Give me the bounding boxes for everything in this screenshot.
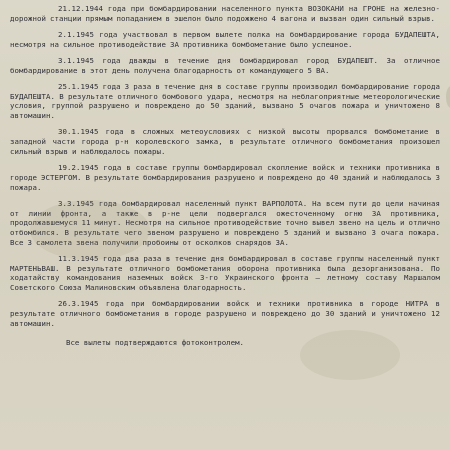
paragraph-1: 21.12.1944 года при бомбардировании населенного пункта ВОЗОКАНИ на ГРОНЕ на железно-дорожной станции прямым попаданием в эшелон было подожжено 4 вагона и вызван один сильный взрыв. (10, 4, 440, 23)
paragraph-9: 26.3.1945 года при бомбардировании войск и техники противника в городе НИТРА в результате отличного бомбометания в городе разрушено и повреждено до 30 зданий и уничтожено 12 автомашин. (10, 299, 440, 328)
paragraph-7: 3.3.1945 года бомбардировал населенный пункт ВАРПОЛОТА. На всем пути до цели начиная от линии фронта, а также в р-не цели подвергался ожесточенному огню ЗА противника, продолжавшемуся 11 минут. Несмотря на сильное противодействие точно вывел звено на цель и отлично отбомбился. В результате чего звеном разрушено и повреждено 5 зданий и вызвано 3 очага пожара. Все 3 самолета звена получили пробоины от осколков снарядов ЗА. (10, 198, 440, 247)
punch-hole (446, 86, 450, 108)
paragraph-3: 3.1.1945 года дважды в течение дня бомбардировал город БУДАПЕШТ. За отличное бомбардирование в этот день получена благодарность от командующего 5 ВА. (10, 56, 440, 75)
paper-stain (300, 330, 400, 380)
paper-stain (30, 200, 150, 260)
paragraph-5: 30.1.1945 года в сложных метеоусловиях с низкой высоты прорвался бомбометание в западной части города р-н королевского замка, в результате отличного бомбометания произошел сильный взрыв и наблюдалось пожары. (10, 127, 440, 156)
paragraph-8: 11.3.1945 года два раза в течение дня бомбардировал в составе группы населенный пункт МАРТЕНЬВАШ. В результате отличного бомбометания оборона противника была дезорганизована. По ходатайству командования наземных войск 3-го Украинского фронта – летному составу Маршалом Советского Союза Малиновским объявлена благодарность. (10, 253, 440, 293)
paragraph-4: 25.1.1945 года 3 раза в течение дня в составе группы производил бомбардирование города БУДАПЕШТА. В результате отличного бомбового удара, несмотря на неблагоприятные метеорологические условия, группой разрушено и повреждено до 50 зданий, вызвано 5 очагов пожара и уничтожено 8 автомашин. (10, 82, 440, 121)
footer-note: Все вылеты подтверждаются фотоконтролем. (66, 338, 244, 348)
paragraph-6: 19.2.1945 года в составе группы бомбардировал скопление войск и техники противника в городе ЭСТЕРГОМ. В результате бомбардирования разрушено и повреждено до 40 зданий и наблюдалось 3 пожара. (10, 163, 440, 192)
paragraph-2: 2.1.1945 года участвовал в первом вылете полка на бомбардирование города БУДАПЕШТА, несмотря на сильное противодействие ЗА противника бомбометание было успешное. (10, 30, 440, 49)
